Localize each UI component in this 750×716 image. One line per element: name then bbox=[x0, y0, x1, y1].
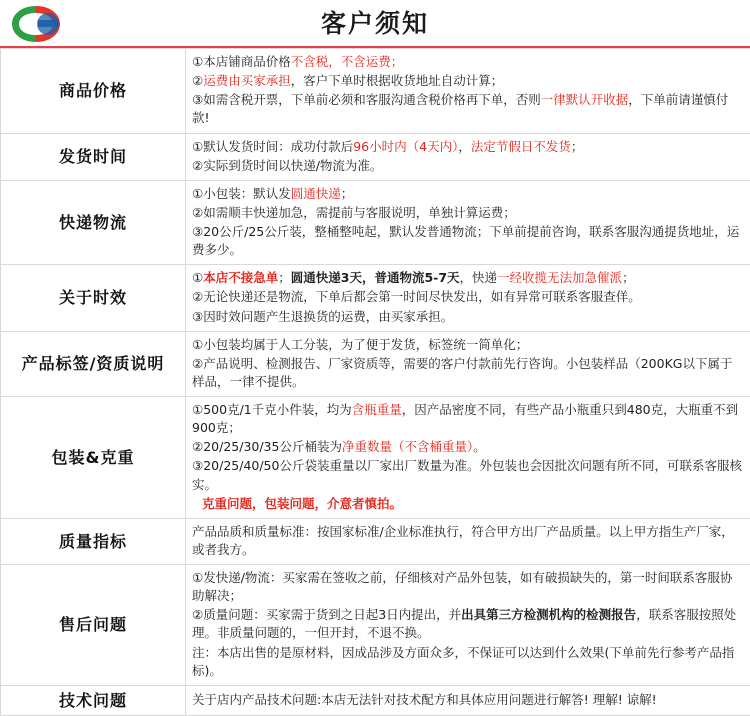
content-line bbox=[192, 223, 744, 259]
row-content bbox=[186, 565, 750, 686]
table-row bbox=[1, 180, 750, 265]
content-span: 不含税，不含运费； bbox=[291, 54, 404, 69]
content-span: ，联系客服按照处理。非质量问题的，一但开封，不退不换。 bbox=[192, 607, 736, 640]
content-span: ①发快递/物流：买家需在签收之前，仔细核对产品外包装，如有破损缺失的，第一时间联系客服协助解决； bbox=[192, 570, 732, 603]
content-line bbox=[192, 523, 744, 559]
content-span: 圆通快递 bbox=[291, 186, 341, 201]
content-span: 克重问题，包装问题，介意者慎拍。 bbox=[202, 496, 402, 511]
content-line bbox=[192, 308, 744, 326]
row-label: 关于时效 bbox=[1, 265, 186, 331]
row-content bbox=[186, 49, 750, 134]
row-label: 发货时间 bbox=[1, 133, 186, 180]
content-line bbox=[192, 606, 744, 642]
content-span: ， bbox=[458, 139, 471, 154]
content-span: ①本店铺商品价格 bbox=[192, 54, 291, 69]
content-span: ①默认发货时间：成功付款后 bbox=[192, 139, 353, 154]
notice-table bbox=[0, 48, 750, 716]
table-row bbox=[1, 397, 750, 519]
content-line bbox=[192, 53, 744, 71]
content-span: ； bbox=[571, 139, 584, 154]
row-label: 售后问题 bbox=[1, 565, 186, 686]
row-label: 商品价格 bbox=[1, 49, 186, 134]
content-line bbox=[192, 336, 744, 354]
content-span: 96小时内（4天内） bbox=[353, 139, 458, 154]
content-span: 一律默认开收据 bbox=[541, 92, 629, 107]
row-content bbox=[186, 180, 750, 265]
content-line bbox=[192, 355, 744, 391]
content-line bbox=[192, 644, 744, 680]
content-span: ； bbox=[341, 186, 354, 201]
content-line bbox=[192, 91, 744, 127]
table-row bbox=[1, 133, 750, 180]
content-span: ； bbox=[278, 270, 291, 285]
content-span: ①小包装均属于人工分装，为了便于发货，标签统一简单化； bbox=[192, 337, 528, 352]
table-row bbox=[1, 685, 750, 716]
content-span: ②实际到货时间以快递/物流为准。 bbox=[192, 158, 382, 173]
row-label: 产品标签/资质说明 bbox=[1, 331, 186, 396]
content-span: 关于店内产品技术问题:本店无法针对技术配方和具体应用问题进行解答! 理解! 谅解! bbox=[192, 692, 657, 707]
content-span: 运费由买家承担 bbox=[203, 73, 291, 88]
table-row bbox=[1, 49, 750, 134]
content-span: ②无论快递还是物流，下单后都会第一时间尽快发出，如有异常可联系客服查佯。 bbox=[192, 289, 641, 304]
row-content bbox=[186, 397, 750, 519]
row-content bbox=[186, 685, 750, 716]
content-span: 。 bbox=[473, 439, 486, 454]
content-span: ； bbox=[622, 270, 635, 285]
content-span: 一经收揽无法加急催派 bbox=[497, 270, 622, 285]
content-span: ② bbox=[192, 73, 203, 88]
content-span: ，下单前请谨慎付款! bbox=[192, 92, 728, 125]
content-span: ，客户下单时根据收货地址自动计算； bbox=[291, 73, 504, 88]
notice-table-body bbox=[1, 49, 750, 716]
row-content bbox=[186, 518, 750, 564]
content-line bbox=[192, 569, 744, 605]
content-span: ③20/25/40/50公斤袋装重量以厂家出厂数量为准。外包装也会因批次问题有所不同，可联系客服核实。 bbox=[192, 458, 742, 491]
row-label: 快递物流 bbox=[1, 180, 186, 265]
page-header bbox=[0, 0, 750, 48]
content-line bbox=[192, 157, 744, 175]
content-span: ，快递 bbox=[460, 270, 498, 285]
content-span: ① bbox=[192, 270, 203, 285]
content-span: ③如需含税开票，下单前必须和客服沟通含税价格再下单，否则 bbox=[192, 92, 541, 107]
page-title: 客户须知 bbox=[0, 4, 750, 40]
content-span: 产品品质和质量标准：按国家标准/企业标准执行，符合甲方出厂产品质量。以上甲方指生产厂家，或者我方。 bbox=[192, 524, 734, 557]
table-row bbox=[1, 265, 750, 331]
content-line bbox=[192, 185, 744, 203]
content-line bbox=[192, 288, 744, 306]
content-line bbox=[192, 269, 744, 287]
content-span: 本店不接急单 bbox=[203, 270, 278, 285]
content-line bbox=[192, 401, 744, 437]
content-span: ②质量问题：买家需于货到之日起3日内提出，并 bbox=[192, 607, 461, 622]
content-span: ③因时效问题产生退换货的运费，由买家承担。 bbox=[192, 309, 453, 324]
content-span: 注：本店出售的是原材料，因成品涉及方面众多，不保证可以达到什么效果(下单前先行参考产品指标)。 bbox=[192, 645, 734, 678]
table-row bbox=[1, 565, 750, 686]
content-line bbox=[192, 204, 744, 222]
content-line bbox=[192, 138, 744, 156]
content-span: ，因产品密度不同，有些产品小瓶重只到480克，大瓶重不到900克； bbox=[192, 402, 738, 435]
table-row bbox=[1, 518, 750, 564]
row-label: 包装&克重 bbox=[1, 397, 186, 519]
content-line bbox=[192, 691, 744, 709]
row-content bbox=[186, 331, 750, 396]
content-line bbox=[192, 438, 744, 456]
content-span: ①小包装：默认发 bbox=[192, 186, 291, 201]
content-span: 净重数量（不含桶重量） bbox=[342, 439, 473, 454]
content-span: ③20公斤/25公斤装，整桶整吨起，默认发普通物流；下单前提前咨询，联系客服沟通提货地址，运费多少。 bbox=[192, 224, 739, 257]
content-span: 法定节假日不发货 bbox=[471, 139, 571, 154]
row-content bbox=[186, 265, 750, 331]
content-span: ②产品说明、检测报告、厂家资质等，需要的客户付款前先行咨询。小包装样品（200KG以下属于样品，一律不提供。 bbox=[192, 356, 732, 389]
content-span: 含瓶重量 bbox=[352, 402, 402, 417]
content-line bbox=[192, 72, 744, 90]
content-span: 圆通快递3天，普通物流5-7天 bbox=[291, 270, 460, 285]
content-line bbox=[192, 457, 744, 493]
content-span: ①500克/1千克小件装，均为 bbox=[192, 402, 352, 417]
row-label: 技术问题 bbox=[1, 685, 186, 716]
content-span: ②如需顺丰快递加急，需提前与客服说明，单独计算运费； bbox=[192, 205, 516, 220]
row-content bbox=[186, 133, 750, 180]
table-row bbox=[1, 331, 750, 396]
row-label: 质量指标 bbox=[1, 518, 186, 564]
content-span: 出具第三方检测机构的检测报告 bbox=[461, 607, 636, 622]
content-span: ②20/25/30/35公斤桶装为 bbox=[192, 439, 342, 454]
content-line bbox=[192, 495, 744, 513]
